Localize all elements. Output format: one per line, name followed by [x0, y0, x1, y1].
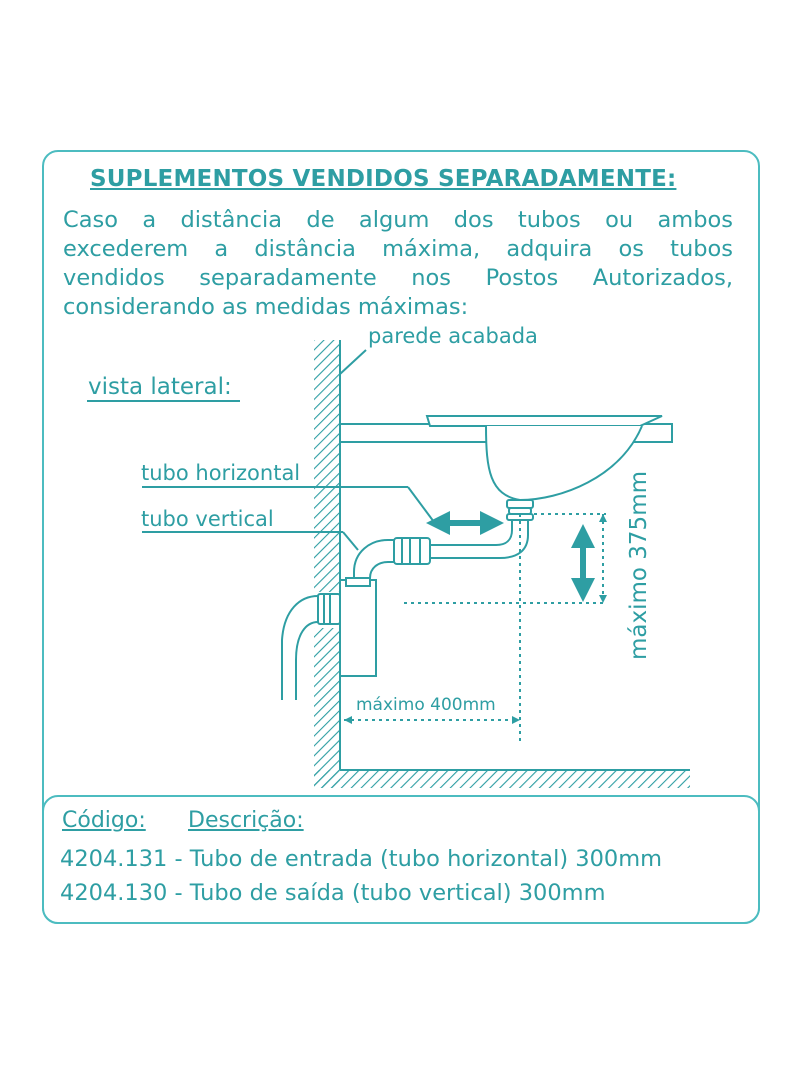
intro-line-4: considerando as medidas máximas:: [63, 294, 469, 320]
code-header: Código:: [62, 808, 146, 833]
vertical-tube-label: tubo vertical: [141, 507, 274, 531]
intro-line-2: excederem a distância máxima, adquira os tubos: [63, 236, 733, 262]
view-label: vista lateral:: [88, 374, 232, 400]
wall-outlet: [318, 594, 340, 624]
section-title: SUPLEMENTOS VENDIDOS SEPARADAMENTE:: [90, 166, 677, 192]
max-horizontal-label: máximo 400mm: [356, 695, 496, 715]
horizontal-tube-label: tubo horizontal: [141, 461, 301, 485]
tube-connector: [394, 538, 430, 564]
siphon-body: [340, 578, 376, 676]
table-row: 4204.131 - Tubo de entrada (tubo horizontal) 300mm: [60, 846, 663, 872]
intro-line-1: Caso a distância de algum dos tubos ou ambos: [63, 207, 733, 233]
wall-label: parede acabada: [368, 324, 538, 348]
description-header: Descrição:: [188, 808, 304, 833]
vertical-tube: [354, 540, 394, 582]
table-row: 4204.130 - Tubo de saída (tubo vertical) 300mm: [60, 880, 606, 906]
intro-line-3: vendidos separadamente nos Postos Autorizados,: [63, 265, 733, 291]
max-vertical-label: máximo 375mm: [626, 471, 652, 660]
